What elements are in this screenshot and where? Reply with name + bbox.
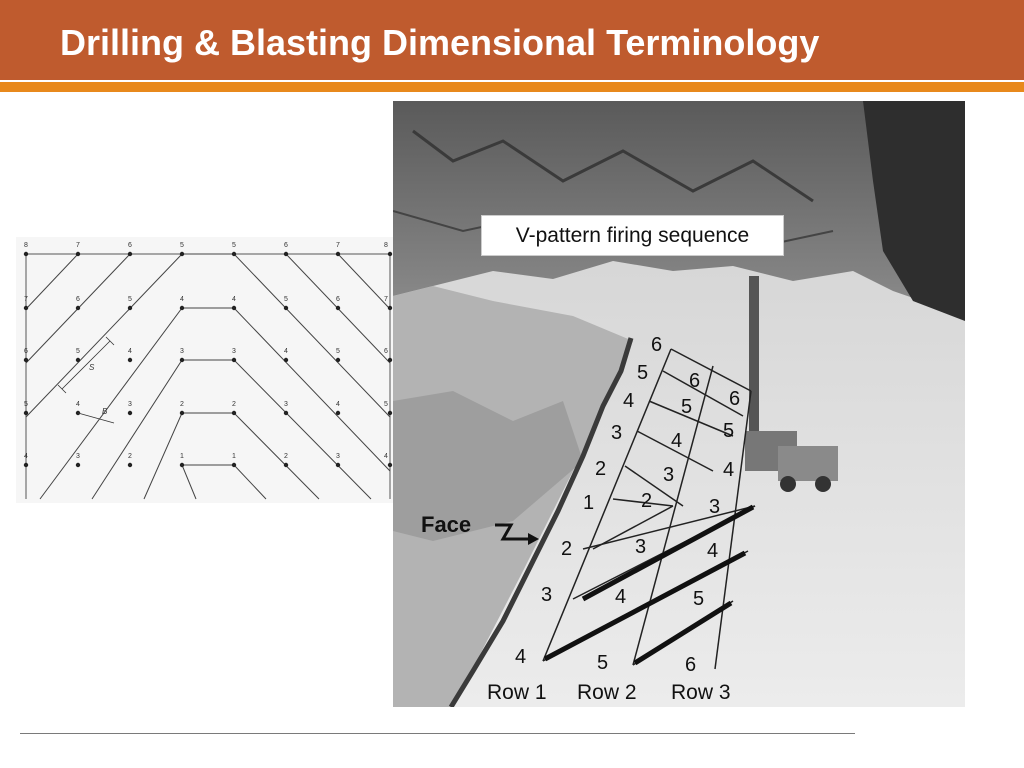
diagram-number: 2 xyxy=(128,453,132,460)
diagram-number: 5 xyxy=(232,242,236,249)
sequence-number: 5 xyxy=(723,420,735,442)
slide-title: Drilling & Blasting Dimensional Terminology xyxy=(60,22,820,63)
blast-pattern-svg xyxy=(16,237,394,503)
diagram-number: 4 xyxy=(384,453,388,460)
sequence-number: 3 xyxy=(611,422,623,444)
diagram-number: 6 xyxy=(336,296,340,303)
spacing-label: S xyxy=(89,363,95,372)
quarry-photo-svg xyxy=(393,101,965,707)
diagram-number: 3 xyxy=(128,401,132,408)
diagram-number: 6 xyxy=(24,348,28,355)
diagram-number: 5 xyxy=(336,348,340,355)
sequence-number: 6 xyxy=(729,388,741,410)
diagram-number: 4 xyxy=(180,296,184,303)
diagram-number: 2 xyxy=(284,453,288,460)
diagram-number: 8 xyxy=(384,242,388,249)
diagram-number: 7 xyxy=(24,296,28,303)
diagram-number: 7 xyxy=(384,296,388,303)
diagram-number: 6 xyxy=(128,242,132,249)
row-label: Row 2 xyxy=(577,681,637,704)
diagram-number: 8 xyxy=(24,242,28,249)
diagram-number: 5 xyxy=(24,401,28,408)
sequence-number: 5 xyxy=(693,588,705,610)
diagram-number: 5 xyxy=(76,348,80,355)
diagram-number: 2 xyxy=(180,401,184,408)
diagram-number: 5 xyxy=(284,296,288,303)
sequence-number: 2 xyxy=(561,538,573,560)
diagram-number: 6 xyxy=(284,242,288,249)
sequence-number: 3 xyxy=(709,496,721,518)
diagram-number: 3 xyxy=(336,453,340,460)
diagram-number: 5 xyxy=(384,401,388,408)
sequence-number: 1 xyxy=(583,492,595,514)
sequence-number: 2 xyxy=(595,458,607,480)
diagram-number: 7 xyxy=(76,242,80,249)
sequence-number: 5 xyxy=(597,652,609,674)
sequence-number: 4 xyxy=(615,586,627,608)
diagram-number: 1 xyxy=(232,453,236,460)
diagram-number: 4 xyxy=(336,401,340,408)
diagram-number: 3 xyxy=(284,401,288,408)
diagram-number: 3 xyxy=(180,348,184,355)
burden-label: B xyxy=(102,407,108,416)
title-bar xyxy=(0,0,1024,80)
sequence-number: 6 xyxy=(689,370,701,392)
quarry-photo xyxy=(393,101,965,707)
sequence-number: 3 xyxy=(635,536,647,558)
face-label: Face xyxy=(421,512,472,537)
diagram-number: 6 xyxy=(76,296,80,303)
row-label: Row 3 xyxy=(671,681,731,704)
sequence-number: 4 xyxy=(723,459,735,481)
row-label: Row 1 xyxy=(487,681,547,704)
diagram-number: 2 xyxy=(232,401,236,408)
diagram-number: 5 xyxy=(128,296,132,303)
sequence-number: 6 xyxy=(651,334,663,356)
diagram-number: 6 xyxy=(384,348,388,355)
sequence-number: 5 xyxy=(637,362,649,384)
diagram-number: 4 xyxy=(284,348,288,355)
sequence-number: 3 xyxy=(541,584,553,606)
sequence-number: 4 xyxy=(623,390,635,412)
title-stripe xyxy=(0,82,1024,92)
row-labels xyxy=(487,681,731,704)
diagram-number: 4 xyxy=(76,401,80,408)
diagram-number: 3 xyxy=(232,348,236,355)
sequence-number: 4 xyxy=(671,430,683,452)
sequence-number: 4 xyxy=(515,646,527,668)
diagram-number: 7 xyxy=(336,242,340,249)
diagram-number: 4 xyxy=(232,296,236,303)
sequence-number: 6 xyxy=(685,654,697,676)
sequence-number: 3 xyxy=(663,464,675,486)
diagram-number: 3 xyxy=(76,453,80,460)
diagram-number: 5 xyxy=(180,242,184,249)
sequence-number: 2 xyxy=(641,490,653,512)
photo-callout: V-pattern firing sequence xyxy=(481,215,784,256)
diagram-number: 4 xyxy=(128,348,132,355)
diagram-number: 4 xyxy=(24,453,28,460)
sequence-number: 4 xyxy=(707,540,719,562)
blast-pattern-diagram xyxy=(16,237,394,503)
sequence-number: 5 xyxy=(681,396,693,418)
footer-divider xyxy=(20,733,855,734)
diagram-number: 1 xyxy=(180,453,184,460)
